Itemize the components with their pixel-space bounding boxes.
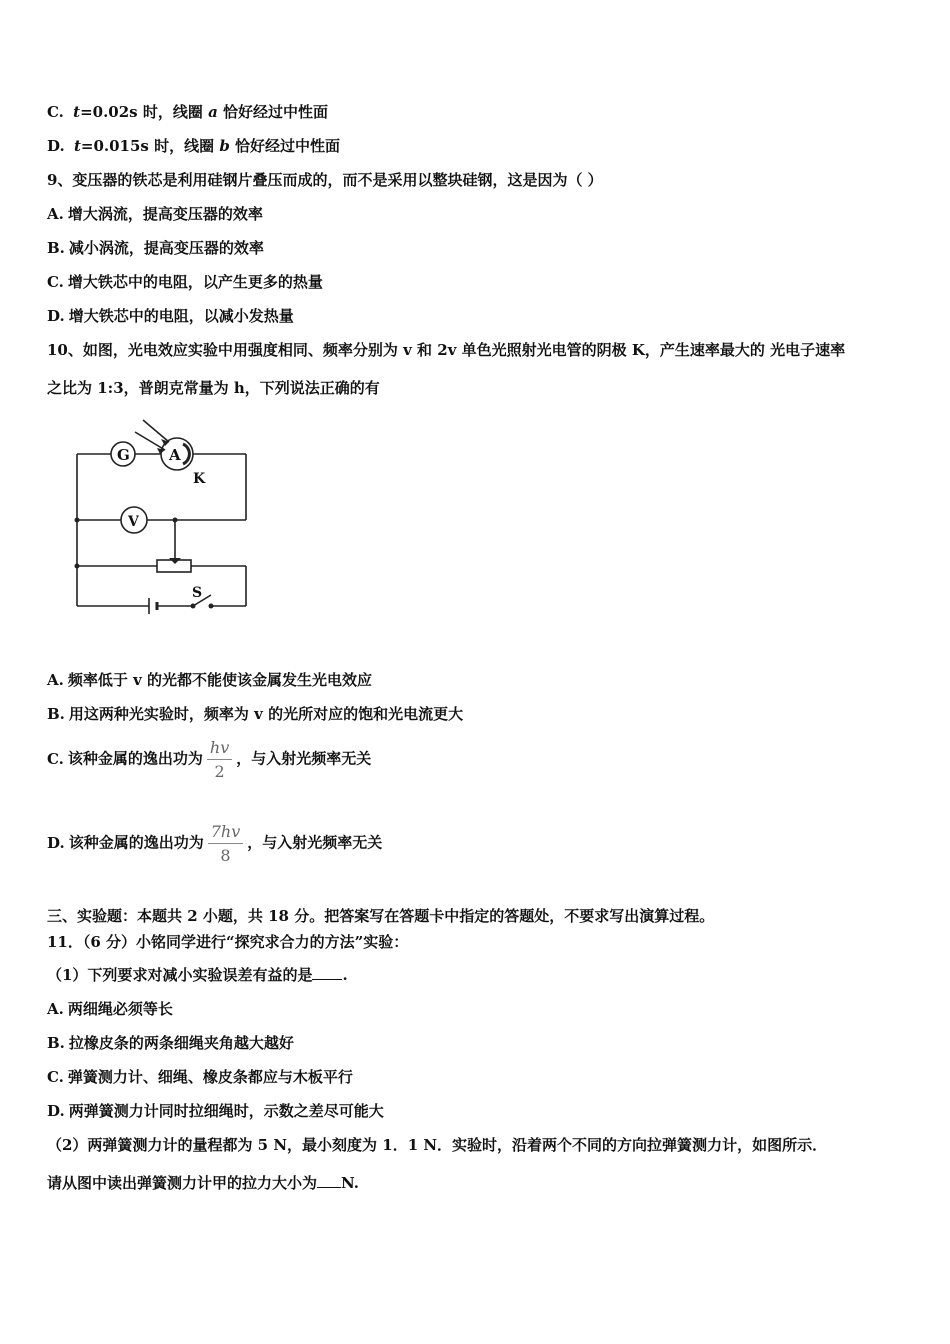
option-text: 增大铁芯中的电阻，以减小发热量: [68, 307, 294, 325]
q11-part2-line1: （2）两弹簧测力计的量程都为 5 N，最小刻度为 1．1 N．实验时，沿着两个不同的方向拉弹簧测力计，如图所示．: [47, 1136, 828, 1154]
switch-contact: [191, 604, 196, 609]
option-text: 用这两种光实验时，频率为 v 的光所对应的饱和光电流更大: [68, 705, 464, 723]
option-letter: D.: [47, 307, 65, 325]
q11-part1: [47, 965, 348, 985]
option-text: 频率低于 v 的光都不能使该金属发生光电效应: [67, 671, 373, 689]
voltmeter-label: V: [128, 514, 139, 530]
junction-dot: [173, 518, 178, 523]
coil-label: a: [208, 103, 218, 121]
q10-stem-line2: 之比为 1:3，普朗克常量为 h，下列说法正确的有: [47, 379, 380, 397]
option-text: 增大铁芯中的电阻，以产生更多的热量: [67, 273, 323, 291]
option-letter: B.: [47, 705, 65, 723]
cathode-label: K: [193, 471, 206, 487]
fraction-denominator: 2: [214, 762, 225, 781]
switch-label: S: [192, 585, 203, 601]
q10-option-a: [47, 670, 372, 690]
option-text: 减小涡流，提高变压器的效率: [68, 239, 264, 257]
section-heading: 三、实验题：本题共 2 小题，共 18 分。把答案写在答题卡中指定的答题处，不要求写出演算过程。: [47, 907, 715, 925]
q11-part2-line2: [47, 1173, 359, 1193]
q9-option-c: [47, 272, 323, 292]
anode-label: A: [169, 446, 181, 464]
option-letter: C.: [47, 103, 64, 121]
slider-arrow: [169, 558, 181, 564]
option-letter: C.: [47, 273, 64, 291]
option-text: 增大涡流，提高变压器的效率: [67, 205, 263, 223]
option-letter: A.: [47, 205, 64, 223]
switch-contact: [209, 604, 214, 609]
option-text: 该种金属的逸出功为: [67, 749, 203, 768]
coil-label: b: [219, 137, 230, 155]
work-function-fraction: [207, 738, 232, 781]
part1-text: （1）下列要求对减小实验误差有益的是: [47, 966, 313, 984]
part2-end: N.: [341, 1174, 359, 1192]
q10-option-c: [47, 738, 371, 781]
work-function-fraction: [208, 822, 244, 865]
part1-end: .: [342, 966, 348, 984]
q10-stem-line1: 10、如图，光电效应实验中用强度相同、频率分别为 v 和 2v 单色光照射光电管的阴极 K，产生速率最大的 光电子速率: [47, 341, 846, 359]
q8-option-c: [47, 102, 328, 122]
q10-option-d: [47, 822, 382, 865]
option-text: 弹簧测力计、细绳、橡皮条都应与木板平行: [67, 1068, 353, 1086]
q9-stem: 9、变压器的铁芯是利用硅钢片叠压而成的，而不是采用以整块硅钢，这是因为（ ）: [47, 171, 603, 189]
q8-option-d: [47, 136, 340, 156]
junction-dot: [75, 564, 80, 569]
q11-stem: 11．（6 分）小铭同学进行“探究求合力的方法”实验：: [47, 933, 409, 951]
q11-option-a: [47, 999, 173, 1019]
q11-option-b: [47, 1033, 294, 1053]
q11-option-c: [47, 1067, 353, 1087]
q9-option-d: [47, 306, 294, 326]
option-text: 该种金属的逸出功为: [68, 833, 204, 852]
option-letter: A.: [47, 1000, 64, 1018]
option-letter: D.: [47, 833, 65, 852]
option-letter: B.: [47, 1034, 65, 1052]
answer-blank: [317, 1173, 341, 1188]
galvanometer-label: G: [117, 446, 130, 464]
answer-blank: [312, 965, 342, 980]
part2-text: 请从图中读出弹簧测力计甲的拉力大小为: [47, 1174, 318, 1192]
photoelectric-circuit-diagram: [65, 412, 255, 617]
option-text: 两弹簧测力计同时拉细绳时，示数之差尽可能大: [68, 1102, 384, 1120]
option-text: =0.02s 时，线圈: [80, 103, 209, 121]
cathode-arc: [183, 444, 189, 464]
time-variable: t: [73, 137, 81, 155]
q9-option-a: [47, 204, 263, 224]
option-letter: B.: [47, 239, 65, 257]
option-letter: D.: [47, 1102, 65, 1120]
option-text: =0.015s 时，线圈: [80, 137, 220, 155]
time-variable: t: [73, 103, 81, 121]
q9-option-b: [47, 238, 264, 258]
q10-option-b: [47, 704, 463, 724]
q11-option-d: [47, 1101, 384, 1121]
option-letter: C.: [47, 749, 64, 768]
fraction-numerator: 7hv: [208, 822, 244, 844]
fraction-numerator: hv: [207, 738, 232, 760]
option-letter: A.: [47, 671, 64, 689]
option-text-end: ，与入射光频率无关: [236, 749, 372, 768]
option-text-end: 恰好经过中性面: [229, 137, 341, 155]
option-letter: D.: [47, 137, 65, 155]
option-text-end: 恰好经过中性面: [217, 103, 329, 121]
option-text: 拉橡皮条的两条细绳夹角越大越好: [68, 1034, 294, 1052]
option-letter: C.: [47, 1068, 64, 1086]
junction-dot: [75, 518, 80, 523]
option-text: 两细绳必须等长: [67, 1000, 173, 1018]
option-text-end: ，与入射光频率无关: [247, 833, 383, 852]
fraction-denominator: 8: [220, 846, 231, 865]
